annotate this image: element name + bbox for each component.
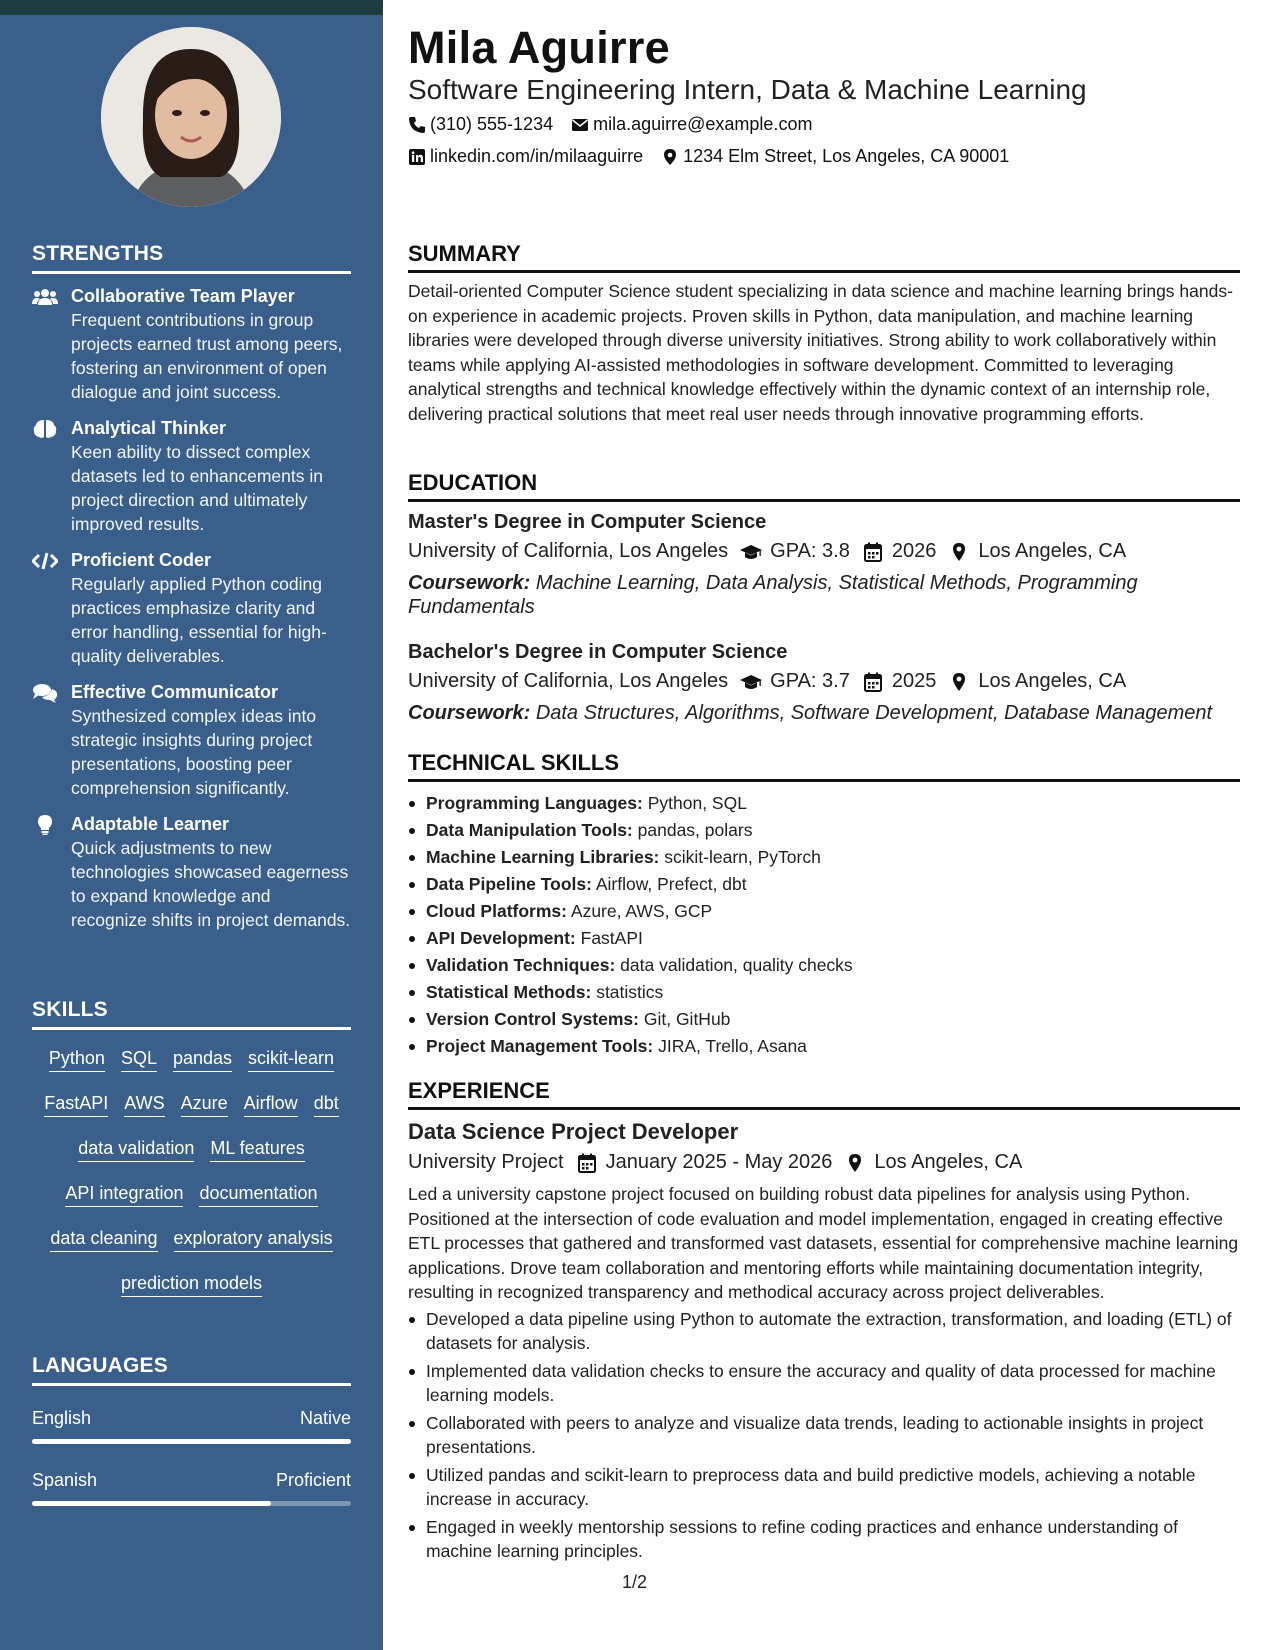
phone-icon (408, 116, 426, 134)
gpa: GPA: 3.7 (770, 670, 850, 692)
strength-title: Effective Communicator (71, 682, 279, 702)
list-item (408, 1033, 1240, 1060)
skill-category: Cloud Platforms: (426, 901, 567, 921)
list-item (408, 925, 1240, 952)
coursework-label: Coursework: (408, 702, 531, 724)
address: 1234 Elm Street, Los Angeles, CA 90001 (683, 146, 1010, 166)
skill-tag: Azure (181, 1092, 228, 1117)
list-item: Implemented data validation checks to ensure the accuracy and quality of data processed for machine learning models. (408, 1359, 1240, 1408)
candidate-name: Mila Aguirre (408, 22, 670, 73)
education-meta (408, 670, 1240, 693)
skill-category: Data Manipulation Tools: (426, 820, 633, 840)
coursework-label: Coursework: (408, 572, 531, 594)
job-dates: January 2025 - May 2026 (605, 1151, 833, 1173)
candidate-title: Software Engineering Intern, Data & Machine Learning (408, 74, 1087, 105)
education-section (408, 470, 1240, 725)
skill-values: data validation, quality checks (620, 955, 853, 975)
school-name: University of California, Los Angeles (408, 670, 729, 692)
degree-title: Master's Degree in Computer Science (408, 511, 767, 533)
strength-title: Analytical Thinker (71, 418, 227, 438)
users-icon (32, 287, 58, 307)
list-item: Engaged in weekly mentorship sessions to refine coding practices and enhance understanding of machine learning principles. (408, 1515, 1240, 1564)
calendar-icon (862, 542, 884, 562)
education-heading: EDUCATION (408, 470, 1240, 502)
technical-skills-section (408, 750, 1240, 1060)
language-name: Spanish (32, 1470, 98, 1490)
list-item (408, 952, 1240, 979)
language-bar (32, 1501, 351, 1506)
skill-values: FastAPI (580, 928, 643, 948)
skills-section (32, 998, 351, 1311)
calendar-icon (862, 672, 884, 692)
skill-tag: prediction models (121, 1272, 262, 1297)
job-title: Data Science Project Developer (408, 1119, 739, 1144)
job-description: Led a university capstone project focused on building robust data pipelines for analysis using Python. Positioned at the intersection of code evaluation and model implementation, engaged in creating effective ETL processes that gathered and transformed vast datasets, essential for comprehensive machine learning applications. Drove team collaboration and mentoring efforts while maintaining documentation integrity, resulting in recognized transparency and methodical accuracy across project deliverables. (408, 1184, 1239, 1302)
map-marker-icon (661, 148, 679, 166)
gpa: GPA: 3.8 (770, 540, 850, 562)
strength-title: Proficient Coder (71, 550, 212, 570)
skill-values: scikit-learn, PyTorch (664, 847, 821, 867)
sidebar (0, 15, 383, 1650)
brain-icon (32, 419, 58, 439)
strength-item (32, 285, 351, 404)
language-name: English (32, 1408, 92, 1428)
strengths-section (32, 242, 351, 932)
coursework (408, 701, 1240, 725)
list-item (408, 844, 1240, 871)
skill-tag: ML features (210, 1137, 304, 1162)
language-item (32, 1470, 351, 1506)
skill-values: Python, SQL (647, 793, 747, 813)
language-bar-fill (32, 1439, 351, 1444)
education-location: Los Angeles, CA (978, 540, 1127, 562)
list-item (408, 790, 1240, 817)
skill-tag: FastAPI (44, 1092, 108, 1117)
skill-tag: API integration (65, 1182, 183, 1207)
strength-item (32, 681, 351, 800)
coursework (408, 571, 1240, 619)
skills-list (32, 1041, 351, 1311)
strength-desc: Frequent contributions in group projects earned trust among peers, fostering an environment of open dialogue and joint success. (71, 310, 343, 402)
skill-values: Git, GitHub (643, 1009, 731, 1029)
degree-title: Bachelor's Degree in Computer Science (408, 641, 788, 663)
skill-values: statistics (596, 982, 664, 1002)
calendar-icon (576, 1153, 598, 1173)
experience-section (408, 1078, 1240, 1567)
contact-row (408, 114, 812, 135)
map-marker-icon (844, 1153, 866, 1173)
envelope-icon (571, 116, 589, 134)
technical-skills-heading: TECHNICAL SKILLS (408, 750, 1240, 782)
code-icon (32, 551, 58, 571)
strength-item (32, 549, 351, 668)
linkedin-contact[interactable] (408, 146, 643, 167)
education-item (408, 641, 1240, 725)
summary-section (408, 241, 1240, 426)
map-marker-icon (948, 542, 970, 562)
skill-category: API Development: (426, 928, 576, 948)
education-location: Los Angeles, CA (978, 670, 1127, 692)
graduation-year: 2026 (891, 540, 937, 562)
skill-category: Version Control Systems: (426, 1009, 639, 1029)
skill-tag: dbt (314, 1092, 339, 1117)
skill-values: pandas, polars (637, 820, 753, 840)
list-item (408, 1006, 1240, 1033)
skills-heading: SKILLS (32, 998, 351, 1030)
job-location: Los Angeles, CA (874, 1151, 1023, 1173)
skill-tag: scikit-learn (248, 1047, 334, 1072)
job-item (408, 1119, 1240, 1564)
strength-desc: Regularly applied Python coding practices emphasize clarity and error handling, essential for high-quality deliverables. (71, 574, 327, 666)
address-contact (661, 146, 1009, 167)
list-item (408, 817, 1240, 844)
skill-values: JIRA, Trello, Asana (658, 1036, 807, 1056)
skill-tag: data validation (78, 1137, 194, 1162)
contact-row (408, 146, 1009, 167)
education-meta (408, 540, 1240, 563)
education-item (408, 511, 1240, 619)
skill-category: Statistical Methods: (426, 982, 592, 1002)
school-name: University of California, Los Angeles (408, 540, 729, 562)
skill-tag: SQL (121, 1047, 157, 1072)
strength-desc: Synthesized complex ideas into strategic insights during project presentations, boosting peer comprehension significantly. (71, 706, 317, 798)
languages-section (32, 1354, 351, 1506)
summary-text: Detail-oriented Computer Science student specializing in data science and machine learning brings hands-on experience in academic projects. Proven skills in Python, data manipulation, and machine learning libraries were developed through diverse university initiatives. Strong ability to work collaboratively within teams while applying AI-assisted methodologies in software development. Committed to leveraging analytical strengths and technical knowledge effectively within the dynamic context of an internship role, delivering practical solutions that meet real user needs through innovative programming efforts. (408, 281, 1233, 424)
linkedin-url[interactable]: linkedin.com/in/milaaguirre (430, 146, 644, 166)
skill-tag: data cleaning (50, 1227, 157, 1252)
skill-category: Programming Languages: (426, 793, 643, 813)
list-item: Collaborated with peers to analyze and visualize data trends, leading to actionable insights in project presentations. (408, 1411, 1240, 1460)
summary-heading: SUMMARY (408, 241, 1240, 273)
email-address[interactable]: mila.aguirre@example.com (593, 114, 813, 134)
linkedin-icon (408, 148, 426, 166)
list-item (408, 871, 1240, 898)
strength-title: Adaptable Learner (71, 814, 230, 834)
skill-category: Data Pipeline Tools: (426, 874, 592, 894)
skill-category: Machine Learning Libraries: (426, 847, 660, 867)
strength-item (32, 813, 351, 932)
coursework-list: Data Structures, Algorithms, Software Development, Database Management (535, 702, 1213, 724)
language-level: Proficient (275, 1470, 351, 1490)
skill-tag: AWS (124, 1092, 164, 1117)
phone-number: (310) 555-1234 (430, 114, 554, 134)
skill-values: Azure, AWS, GCP (570, 901, 713, 921)
strength-item (32, 417, 351, 536)
sidebar-top-band (0, 0, 383, 15)
language-bar-fill (32, 1501, 271, 1506)
graduation-cap-icon (740, 672, 762, 692)
graduation-year: 2025 (891, 670, 937, 692)
graduation-cap-icon (740, 542, 762, 562)
list-item (408, 979, 1240, 1006)
list-item: Utilized pandas and scikit-learn to preprocess data and build predictive models, achieving a notable increase in accuracy. (408, 1463, 1240, 1512)
skill-category: Validation Techniques: (426, 955, 616, 975)
coursework-list: Machine Learning, Data Analysis, Statistical Methods, Programming Fundamentals (408, 572, 1138, 618)
skill-values: Airflow, Prefect, dbt (595, 874, 747, 894)
skill-tag: documentation (199, 1182, 317, 1207)
language-level: Native (299, 1408, 351, 1428)
avatar (101, 27, 281, 207)
language-bar (32, 1439, 351, 1444)
list-item: Developed a data pipeline using Python to automate the extraction, transformation, and loading (ETL) of datasets for analysis. (408, 1307, 1240, 1356)
job-meta (408, 1151, 1240, 1174)
strength-title: Collaborative Team Player (71, 286, 295, 306)
lightbulb-icon (32, 815, 58, 835)
language-item (32, 1408, 351, 1444)
email-contact[interactable] (571, 114, 812, 135)
strength-desc: Quick adjustments to new technologies showcased eagerness to expand knowledge and recognize shifts in project demands. (71, 838, 351, 930)
languages-heading: LANGUAGES (32, 1354, 351, 1386)
job-org: University Project (408, 1151, 564, 1173)
technical-skills-list (408, 790, 1240, 1060)
skill-tag: exploratory analysis (174, 1227, 333, 1252)
phone-contact (408, 114, 553, 135)
strength-desc: Keen ability to dissect complex datasets led to enhancements in project direction and ultimately improved results. (71, 442, 323, 534)
job-bullets (408, 1307, 1240, 1564)
page-number: 1/2 (622, 1572, 648, 1592)
map-marker-icon (948, 672, 970, 692)
skill-category: Project Management Tools: (426, 1036, 654, 1056)
skill-tag: pandas (173, 1047, 232, 1072)
strengths-heading: STRENGTHS (32, 242, 351, 274)
comments-icon (32, 683, 58, 703)
experience-heading: EXPERIENCE (408, 1078, 1240, 1110)
skill-tag: Airflow (244, 1092, 298, 1117)
list-item (408, 898, 1240, 925)
skill-tag: Python (49, 1047, 105, 1072)
